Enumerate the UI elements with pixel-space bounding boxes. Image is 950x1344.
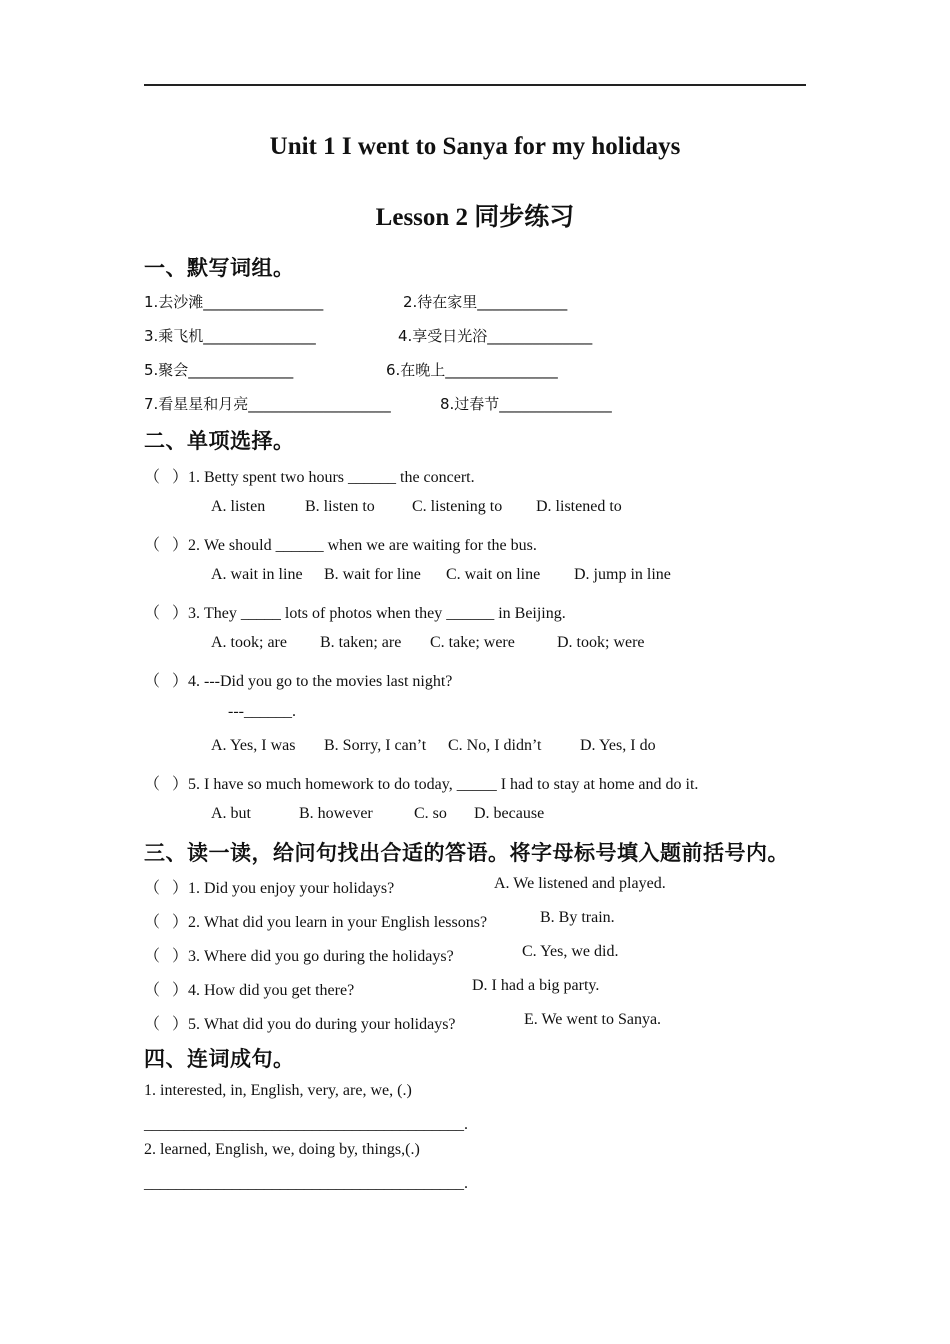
match-answer-c: C. Yes, we did. xyxy=(522,943,619,960)
page-subtitle: Lesson 2 同步练习 xyxy=(375,204,575,231)
section-1-heading: 一、默写词组。 xyxy=(144,256,295,280)
section-2-heading: 二、单项选择。 xyxy=(144,429,295,453)
mc-q5-option-b: B. however xyxy=(299,805,373,822)
match-answer-b: B. By train. xyxy=(540,909,615,926)
mc-q5-option-a: A. but xyxy=(211,805,251,822)
match-answer-d: D. I had a big party. xyxy=(472,977,600,994)
mc-question-2: （ ）2. We should ______ when we are waiting for the bus. xyxy=(144,537,537,554)
mc-q2-option-a: A. wait in line xyxy=(211,566,303,583)
mc-q4-reply: ---______. xyxy=(228,703,296,720)
mc-question-1: （ ）1. Betty spent two hours ______ the concert. xyxy=(144,469,475,486)
phrase-item-4: 4.享受日光浴______________ xyxy=(398,327,593,345)
answer-blank-1: ________________________________________. xyxy=(144,1116,468,1133)
mc-q3-option-a: A. took; are xyxy=(211,634,287,651)
mc-q1-option-d: D. listened to xyxy=(536,498,622,515)
phrase-item-1: 1.去沙滩________________ xyxy=(144,293,324,311)
match-answer-e: E. We went to Sanya. xyxy=(524,1011,662,1028)
mc-q4-option-c: C. No, I didn’t xyxy=(448,737,542,754)
phrase-item-8: 8.过春节_______________ xyxy=(440,395,612,413)
match-question-3: （ ）3. Where did you go during the holidays? xyxy=(144,948,454,965)
mc-q1-option-a: A. listen xyxy=(211,498,266,515)
match-answer-a: A. We listened and played. xyxy=(494,875,666,892)
match-question-4: （ ）4. How did you get there? xyxy=(144,982,355,999)
mc-question-3: （ ）3. They _____ lots of photos when they ______ in Beijing. xyxy=(144,605,566,622)
mc-q1-option-c: C. listening to xyxy=(412,498,503,515)
phrase-item-7: 7.看星星和月亮___________________ xyxy=(144,395,391,413)
page-title: Unit 1 I went to Sanya for my holidays xyxy=(269,133,681,160)
mc-q5-option-c: C. so xyxy=(414,805,447,822)
mc-q2-option-d: D. jump in line xyxy=(574,566,671,583)
mc-q3-option-b: B. taken; are xyxy=(320,634,402,651)
match-question-5: （ ）5. What did you do during your holidays? xyxy=(144,1016,456,1033)
mc-q4-option-a: A. Yes, I was xyxy=(211,737,296,754)
mc-q2-option-c: C. wait on line xyxy=(446,566,541,583)
sentence-item-1: 1. interested, in, English, very, are, we, (.) xyxy=(144,1082,412,1099)
phrase-item-6: 6.在晚上_______________ xyxy=(386,361,558,379)
mc-q3-option-d: D. took; were xyxy=(557,634,645,651)
answer-blank-2: ________________________________________. xyxy=(144,1175,468,1192)
mc-q3-option-c: C. take; were xyxy=(430,634,515,651)
match-question-2: （ ）2. What did you learn in your English lessons? xyxy=(144,914,488,931)
mc-q4-option-d: D. Yes, I do xyxy=(580,737,656,754)
header-rule xyxy=(144,84,806,86)
section-4-heading: 四、连词成句。 xyxy=(144,1047,295,1071)
section-3-heading: 三、读一读，给问句找出合适的答语。将字母标号填入题前括号内。 xyxy=(144,841,789,865)
mc-question-5: （ ）5. I have so much homework to do today, _____ I had to stay at home and do it. xyxy=(144,776,699,793)
phrase-item-3: 3.乘飞机_______________ xyxy=(144,327,316,345)
phrase-item-5: 5.聚会______________ xyxy=(144,361,294,379)
mc-q4-option-b: B. Sorry, I can’t xyxy=(324,737,427,754)
mc-question-4: （ ）4. ---Did you go to the movies last night? xyxy=(144,673,453,690)
mc-q5-option-d: D. because xyxy=(474,805,545,822)
match-question-1: （ ）1. Did you enjoy your holidays? xyxy=(144,880,395,897)
phrase-item-2: 2.待在家里____________ xyxy=(403,293,568,311)
mc-q2-option-b: B. wait for line xyxy=(324,566,421,583)
sentence-item-2: 2. learned, English, we, doing by, things,(.) xyxy=(144,1141,420,1158)
mc-q1-option-b: B. listen to xyxy=(305,498,375,515)
